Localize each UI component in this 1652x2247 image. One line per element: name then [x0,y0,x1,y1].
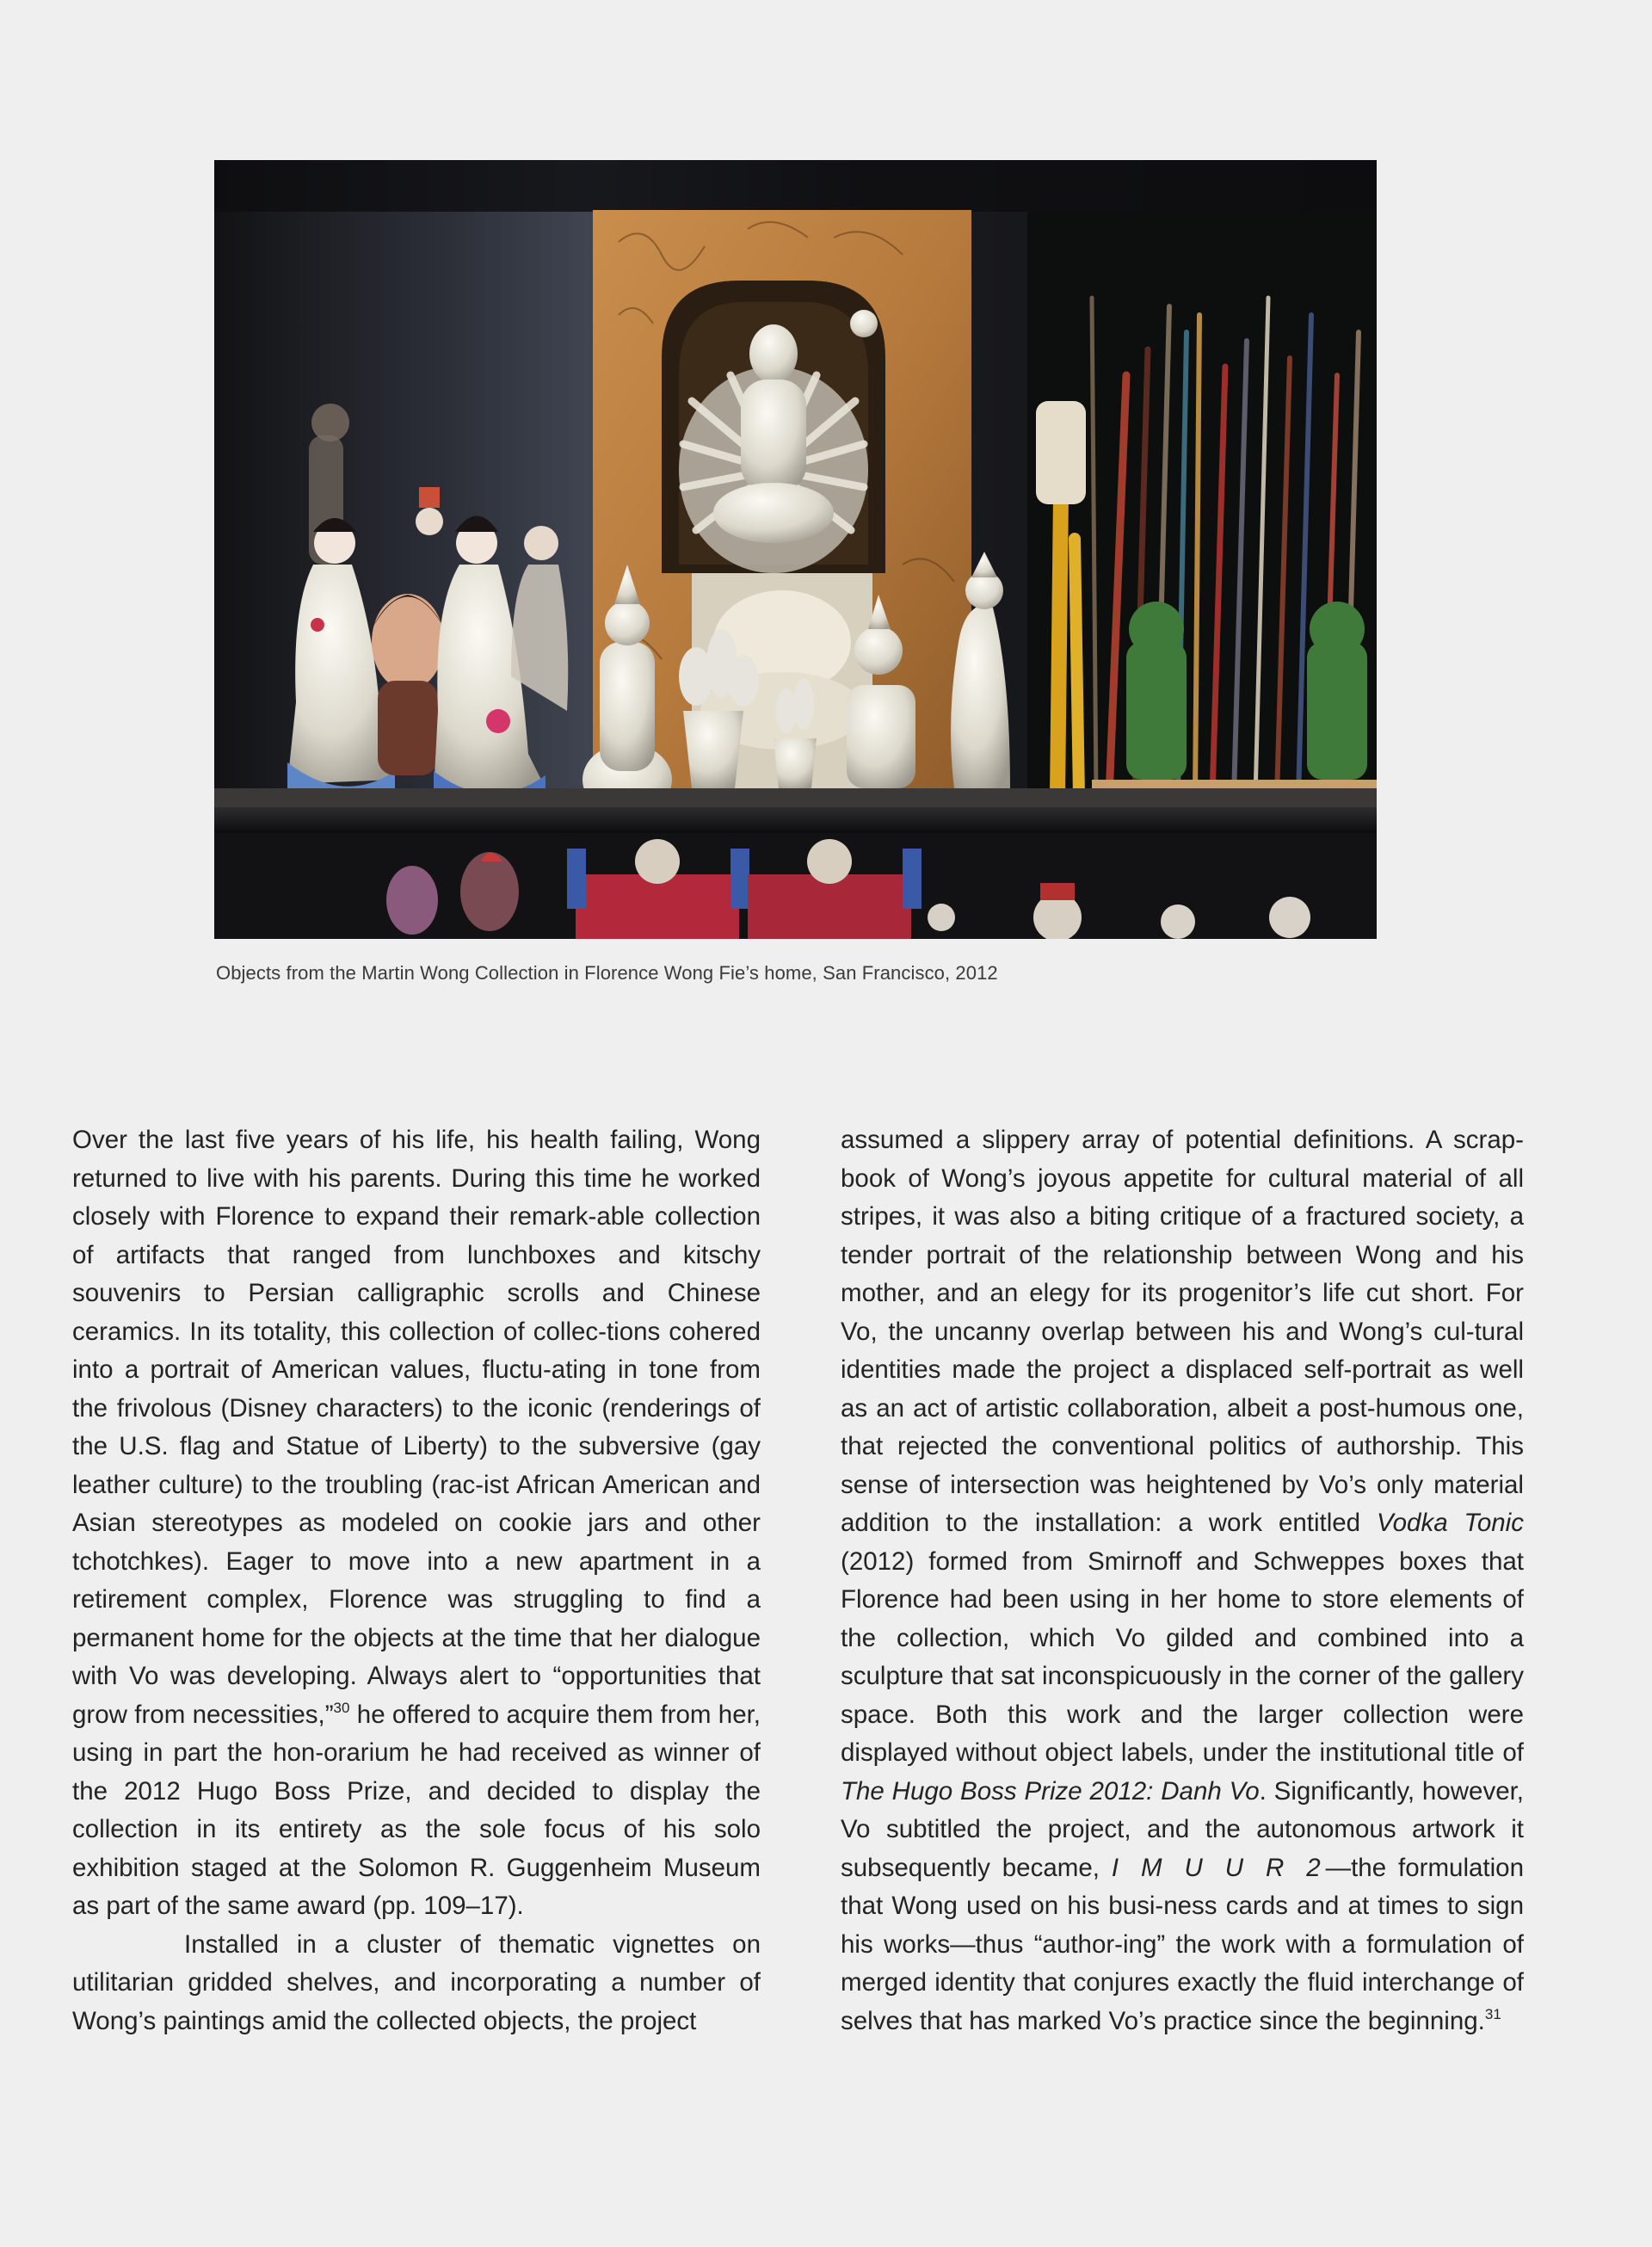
body-paragraph [72,1121,761,1926]
body-text: Installed in a cluster of thematic vignettes on utilitarian gridded shelves, and incorporating a number of Wong’s paintings amid the collected objects, the project [72,1929,761,2035]
collection-photograph [214,160,1377,939]
footnote-reference: 31 [1484,2005,1501,2022]
body-text: (2012) formed from Smirnoff and Schweppes boxes that Florence had been using in her home to store elements of the collection, which Vo gilded and combined into a sculpture that sat inconspicuously in the corner of the gallery space. Both this work and the larger collection were displayed without object labels, under the institutional title of [841,1546,1524,1767]
project-subtitle: I M U U R 2 [1111,1853,1326,1882]
footnote-reference: 30 [333,1699,350,1716]
body-text: —the formulation that Wong used on his busi-ness cards and at times to sign his works—thus “author-ing” the work with a formulation of merged identity that conjures exactly the fluid interchange of selves that has marked Vo’s practice since the beginning. [841,1853,1524,2035]
artwork-title: Vodka Tonic [1377,1509,1524,1537]
photo-illustration [214,160,1377,939]
body-column-right [841,1121,1524,2040]
figure-caption: Objects from the Martin Wong Collection in Florence Wong Fie’s home, San Francisco, 2012 [216,962,998,984]
body-paragraph [72,1926,761,2041]
exhibition-title: The Hugo Boss Prize 2012: Danh Vo [841,1776,1260,1806]
body-text: Over the last five years of his life, his health failing, Wong returned to live with his parents. During this time he worked closely with Florence to expand their remark-able collection of artifacts that ranged from lunchboxes and kitschy souvenirs to Persian calligraphic scrolls and Chinese ceramics. In its totality, this collection of collec-tions cohered into a portrait of American values, fluctu-ating in tone from the frivolous (Disney characters) to the iconic (renderings of the U.S. flag and Statue of Liberty) to the subversive (gay leather culture) to the troubling (rac-ist African American and Asian stereotypes as modeled on cookie jars and other tchotchkes). Eager to move into a new apartment in a retirement complex, Florence was struggling to find a permanent home for the objects at the time that her dialogue with Vo was developing. Always alert to “opportunities that grow from necessities,” [72,1126,761,1729]
body-text: he offered to acquire them from her, using in part the hon-orarium he had received as winner of the 2012 Hugo Boss Prize, and decided to display the collection in its entirety as the sole focus of his solo exhibition staged at the Solomon R. Guggenheim Museum as part of the same award (pp. 109–17). [72,1700,761,1920]
body-text: assumed a slippery array of potential definitions. A scrap-book of Wong’s joyous appetite for cultural material of all stripes, it was also a biting critique of a fractured society, a tender portrait of the relationship between Wong and his mother, and an elegy for its progenitor’s life cut short. For Vo, the uncanny overlap between his and Wong’s cul-tural identities made the project a displaced self-portrait as well as an act of artistic collaboration, albeit a post-humous one, that rejected the conventional politics of authorship. This sense of intersection was heightened by Vo’s only material addition to the installation: a work entitled [841,1126,1524,1537]
body-column-left [72,1121,761,2040]
body-text: . Significantly, however, Vo subtitled the project, and the autonomous artwork it subsequently became, [841,1776,1524,1882]
body-paragraph [841,1121,1524,2040]
